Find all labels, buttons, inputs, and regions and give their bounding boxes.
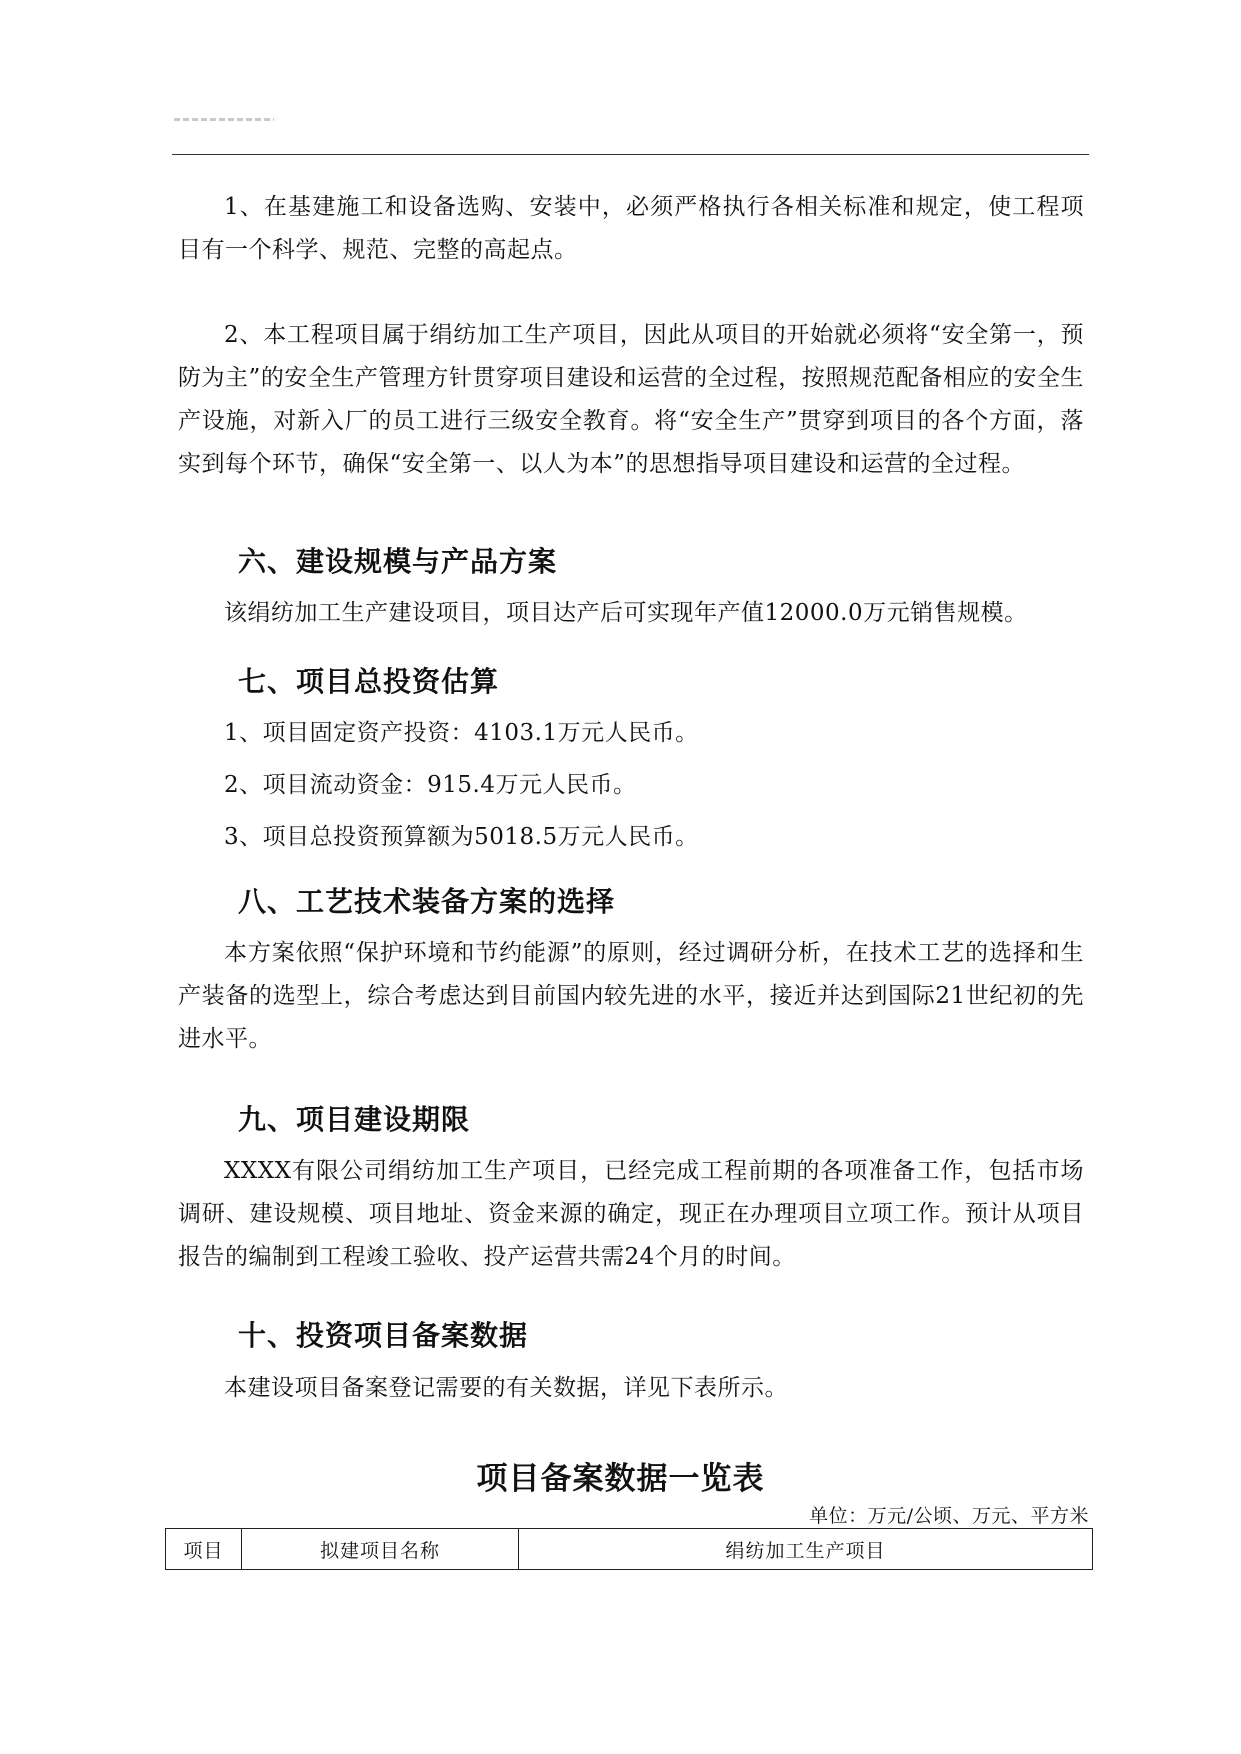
section-10-heading: 十、投资项目备案数据	[238, 1319, 529, 1352]
section-10-text: 本建设项目备案登记需要的有关数据，详见下表所示。	[224, 1375, 788, 1401]
table-row	[166, 1529, 1093, 1570]
section-7-heading: 七、项目总投资估算	[238, 665, 500, 698]
section-9-text: XXXX有限公司绢纺加工生产项目，已经完成工程前期的各项准备工作，包括市场调研、建设规模、项目地址、资金来源的确定，现正在办理项目立项工作。预计从项目报告的编制到工程竣工验收、投产运营共需24个月的时间。	[178, 1158, 1084, 1270]
table-cell: 绢纺加工生产项目	[519, 1529, 1093, 1570]
section-9-heading: 九、项目建设期限	[238, 1103, 471, 1136]
investment-item-3: 3、项目总投资预算额为5018.5万元人民币。	[224, 824, 699, 850]
table-cell: 拟建项目名称	[242, 1529, 519, 1570]
investment-item-2: 2、项目流动资金：915.4万元人民币。	[224, 772, 637, 798]
paragraph-1: 1、在基建施工和设备选购、安装中，必须严格执行各相关标准和规定，使工程项目有一个科学、规范、完整的高起点。	[178, 194, 1084, 263]
table-unit: 单位：万元/公顷、万元、平方米	[809, 1505, 1089, 1527]
section-6-heading: 六、建设规模与产品方案	[238, 545, 558, 578]
section-8-text: 本方案依照“保护环境和节约能源”的原则，经过调研分析，在技术工艺的选择和生产装备的选型上，综合考虑达到目前国内较先进的水平，接近并达到国际21世纪初的先进水平。	[178, 940, 1084, 1052]
paragraph-2: 2、本工程项目属于绢纺加工生产项目，因此从项目的开始就必须将“安全第一，预防为主”的安全生产管理方针贯穿项目建设和运营的全过程，按照规范配备相应的安全生产设施，对新入厂的员工进行三级安全教育。将“安全生产”贯穿到项目的各个方面，落实到每个环节，确保“安全第一、以人为本”的思想指导项目建设和运营的全过程。	[178, 322, 1084, 477]
table-cell: 项目	[166, 1529, 242, 1570]
table-title: 项目备案数据一览表	[476, 1461, 765, 1497]
investment-item-1: 1、项目固定资产投资：4103.1万元人民币。	[224, 720, 699, 746]
filing-data-table	[165, 1528, 1093, 1570]
header-mark	[174, 118, 274, 121]
section-6-text: 该绢纺加工生产建设项目，项目达产后可实现年产值12000.0万元销售规模。	[224, 600, 1028, 626]
section-8-heading: 八、工艺技术装备方案的选择	[238, 885, 616, 918]
header-rule	[172, 154, 1089, 155]
